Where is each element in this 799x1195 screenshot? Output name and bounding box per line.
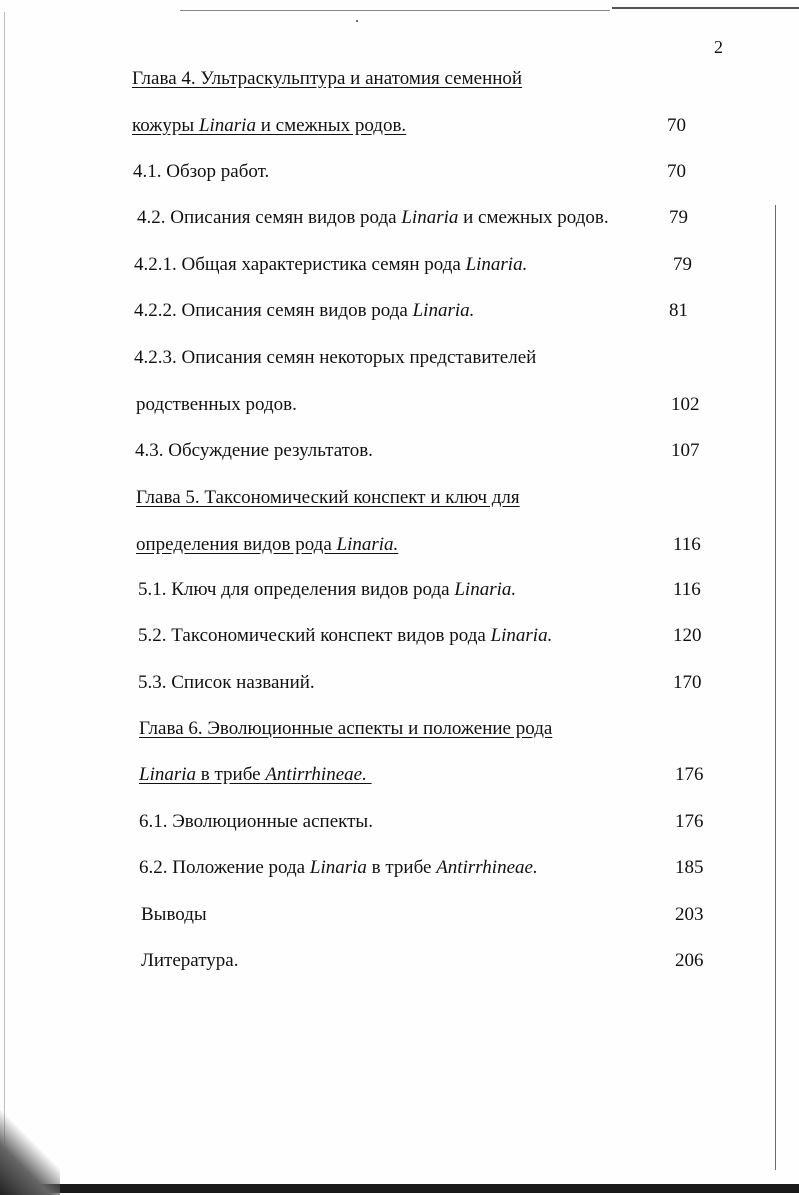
toc-section-4-2-1-text: 4.2.1. Общая характеристика семян рода — [134, 254, 466, 275]
scan-edge-bottom — [40, 1184, 799, 1193]
toc-section-6-1: 6.1. Эволюционные аспекты. — [139, 811, 373, 832]
toc-section-5-1-page: 116 — [673, 579, 701, 600]
toc-conclusions: Выводы — [141, 904, 207, 925]
toc-literature: Литература. — [141, 950, 239, 971]
scan-edge-left — [4, 12, 5, 1182]
toc-chapter-6-line-1 — [139, 717, 552, 741]
toc-section-4-2-2-genus: Linaria. — [412, 300, 475, 321]
toc-conclusions-page: 203 — [675, 904, 704, 925]
toc-section-6-2-text-a: 6.2. Положение рода — [139, 857, 310, 878]
toc-section-4-2 — [137, 206, 609, 230]
toc-section-4-2-2-page: 81 — [669, 300, 688, 321]
toc-section-6-2-page: 185 — [675, 857, 704, 878]
toc-section-5-2 — [138, 624, 552, 648]
toc-chapter-6-text-1: Глава 6. Эволюционные аспекты и положение рода — [139, 718, 553, 739]
scan-corner-shadow — [0, 1110, 60, 1195]
toc-chapter-6-page: 176 — [675, 764, 704, 785]
toc-section-6-2-tribe: Antirrhineae. — [436, 857, 538, 878]
toc-section-4-2-1-page: 79 — [673, 254, 692, 275]
toc-section-4-2-3-page: 102 — [671, 394, 700, 415]
toc-chapter-5-line-1 — [136, 486, 520, 510]
toc-chapter-5-text-2: определения видов рода — [136, 534, 337, 555]
toc-section-4-2-1-genus: Linaria. — [465, 254, 528, 275]
toc-section-4-1: 4.1. Обзор работ. — [133, 161, 270, 182]
scan-edge-right — [775, 205, 776, 1170]
toc-section-4-2-2-text: 4.2.2. Описания семян видов рода — [134, 300, 413, 321]
toc-chapter-5-page: 116 — [673, 534, 701, 555]
toc-section-5-2-text: 5.2. Таксономический конспект видов рода — [138, 625, 491, 646]
toc-section-5-1-text: 5.1. Ключ для определения видов рода — [138, 579, 455, 600]
toc-section-4-2-1 — [134, 253, 527, 277]
toc-chapter-4-line-1 — [132, 67, 522, 91]
toc-chapter-4-text-1: Глава 4. Ультраскульптура и анатомия семенной — [132, 68, 523, 89]
toc-section-6-1-page: 176 — [675, 811, 704, 832]
toc-section-5-2-page: 120 — [673, 625, 702, 646]
toc-chapter-6-tribe: Antirrhineae. — [265, 764, 367, 785]
toc-chapter-6-line-2 — [139, 763, 372, 787]
toc-section-4-3-page: 107 — [671, 440, 700, 461]
toc-chapter-4-genus: Linaria — [198, 115, 256, 136]
scan-edge-top-right — [612, 7, 799, 9]
toc-section-5-3-page: 170 — [673, 672, 702, 693]
toc-section-4-2-genus: Linaria — [401, 207, 459, 228]
toc-section-5-3: 5.3. Список названий. — [138, 672, 315, 693]
toc-chapter-5-line-2 — [136, 533, 398, 557]
toc-section-5-1 — [138, 578, 516, 602]
toc-section-6-2-text-b: в трибе — [366, 857, 437, 878]
toc-chapter-4-text-2a: кожуры — [132, 115, 199, 136]
toc-chapter-4-text-2b: и смежных родов. — [255, 115, 407, 136]
toc-section-6-2-genus: Linaria — [309, 857, 367, 878]
toc-chapter-6-text-2: в трибе — [196, 764, 266, 785]
toc-section-4-2-3-line-1: 4.2.3. Описания семян некоторых представителей — [134, 347, 537, 368]
toc-chapter-5-genus: Linaria. — [336, 534, 399, 555]
toc-chapter-5-text-1: Глава 5. Таксономический конспект и ключ для — [136, 487, 520, 508]
toc-literature-page: 206 — [675, 950, 704, 971]
toc-chapter-4-line-2 — [132, 114, 406, 138]
scan-edge-top — [180, 10, 610, 11]
toc-section-4-3: 4.3. Обсуждение результатов. — [135, 440, 373, 461]
toc-section-5-2-genus: Linaria. — [490, 625, 553, 646]
toc-chapter-6-genus: Linaria — [139, 764, 197, 785]
toc-section-5-1-genus: Linaria. — [454, 579, 517, 600]
toc-section-4-2-text-b: и смежных родов. — [458, 207, 609, 228]
toc-section-6-2 — [139, 856, 538, 880]
page-number: 2 — [714, 37, 723, 57]
toc-section-4-1-page: 70 — [667, 161, 686, 182]
toc-section-4-2-page: 79 — [669, 207, 688, 228]
scan-speck — [356, 20, 358, 22]
toc-section-4-2-2 — [134, 299, 474, 323]
toc-section-4-2-3-line-2: родственных родов. — [136, 394, 297, 415]
toc-section-4-2-text-a: 4.2. Описания семян видов рода — [137, 207, 402, 228]
toc-chapter-4-page: 70 — [667, 115, 686, 136]
